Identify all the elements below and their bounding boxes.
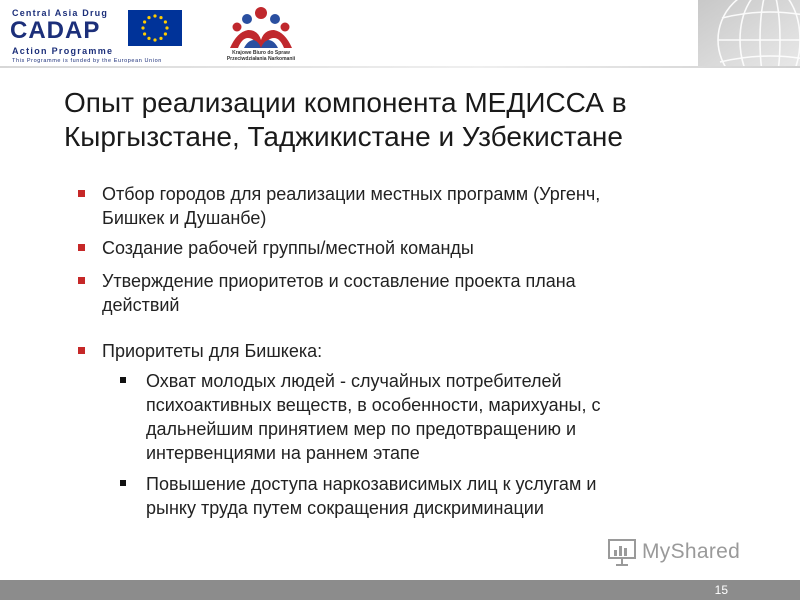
presentation-board-icon [606,536,638,568]
bullet-marker [78,277,85,284]
bullet-item-city-selection [76,182,756,230]
bullet-text-line: Бишкек и Душанбе) [102,208,267,228]
sub-bullet-text-line: интервенциями на раннем этапе [146,443,420,463]
bullet-marker [78,244,85,251]
bullet-text-line: Отбор городов для реализации местных программ (Ургенч, [102,184,601,204]
slide-title-line-2: Кыргызстане, Таджикистане и Узбекистане [64,121,623,152]
page-number: 15 [714,583,728,597]
sub-bullet-text-line: рынку труда путем сокращения дискриминации [146,498,544,518]
header-divider [0,66,800,68]
cadap-wordmark: CADAP [10,17,101,44]
sub-bullet-text-line: психоактивных веществ, в особенности, марихуаны, с [146,395,601,415]
bullet-marker [78,190,85,197]
watermark-text: MyShared [642,540,741,563]
cadap-funding-note: This Programme is funded by the European Union [12,58,162,64]
bureau-caption: Krajowe Biuro do Spraw Przeciwdziałania Narkomanii [226,50,296,62]
bullet-item-working-group [76,236,756,260]
slide-title [64,86,744,154]
eu-flag-icon [128,10,182,46]
bullet-item-priorities-approval [76,269,756,317]
cadap-subtitle-top: Central Asia Drug [12,8,109,18]
myshared-watermark [606,536,776,570]
bullet-text-line: действий [102,295,180,315]
sub-bullet-text-line: дальнейшим принятием мер по предотвращению и [146,419,577,439]
cadap-logo [10,6,182,64]
bullet-list [76,182,756,527]
sub-bullet-item-access-services [76,472,756,520]
bullet-text-line: Создание рабочей группы/местной команды [102,238,474,258]
bullet-text-line: Утверждение приоритетов и составление проекта плана [102,271,576,291]
globe-decoration [698,0,800,66]
slide-title-line-1: Опыт реализации компонента МЕДИССА в [64,87,627,118]
bullet-text-line: Приоритеты для Бишкека: [102,341,323,361]
sub-bullet-text-line: Охват молодых людей - случайных потребителей [146,371,562,391]
sub-bullet-text-line: Повышение доступа наркозависимых лиц к услугам и [146,474,597,494]
slide-footer [0,580,800,600]
sub-bullet-item-youth-outreach [76,369,756,465]
cadap-subtitle-bottom: Action Programme [12,46,114,56]
bullet-item-bishkek-priorities [76,339,756,363]
globe-icon [698,0,800,66]
bullet-marker [78,347,85,354]
sub-bullet-marker [120,377,126,383]
sub-bullet-marker [120,480,126,486]
